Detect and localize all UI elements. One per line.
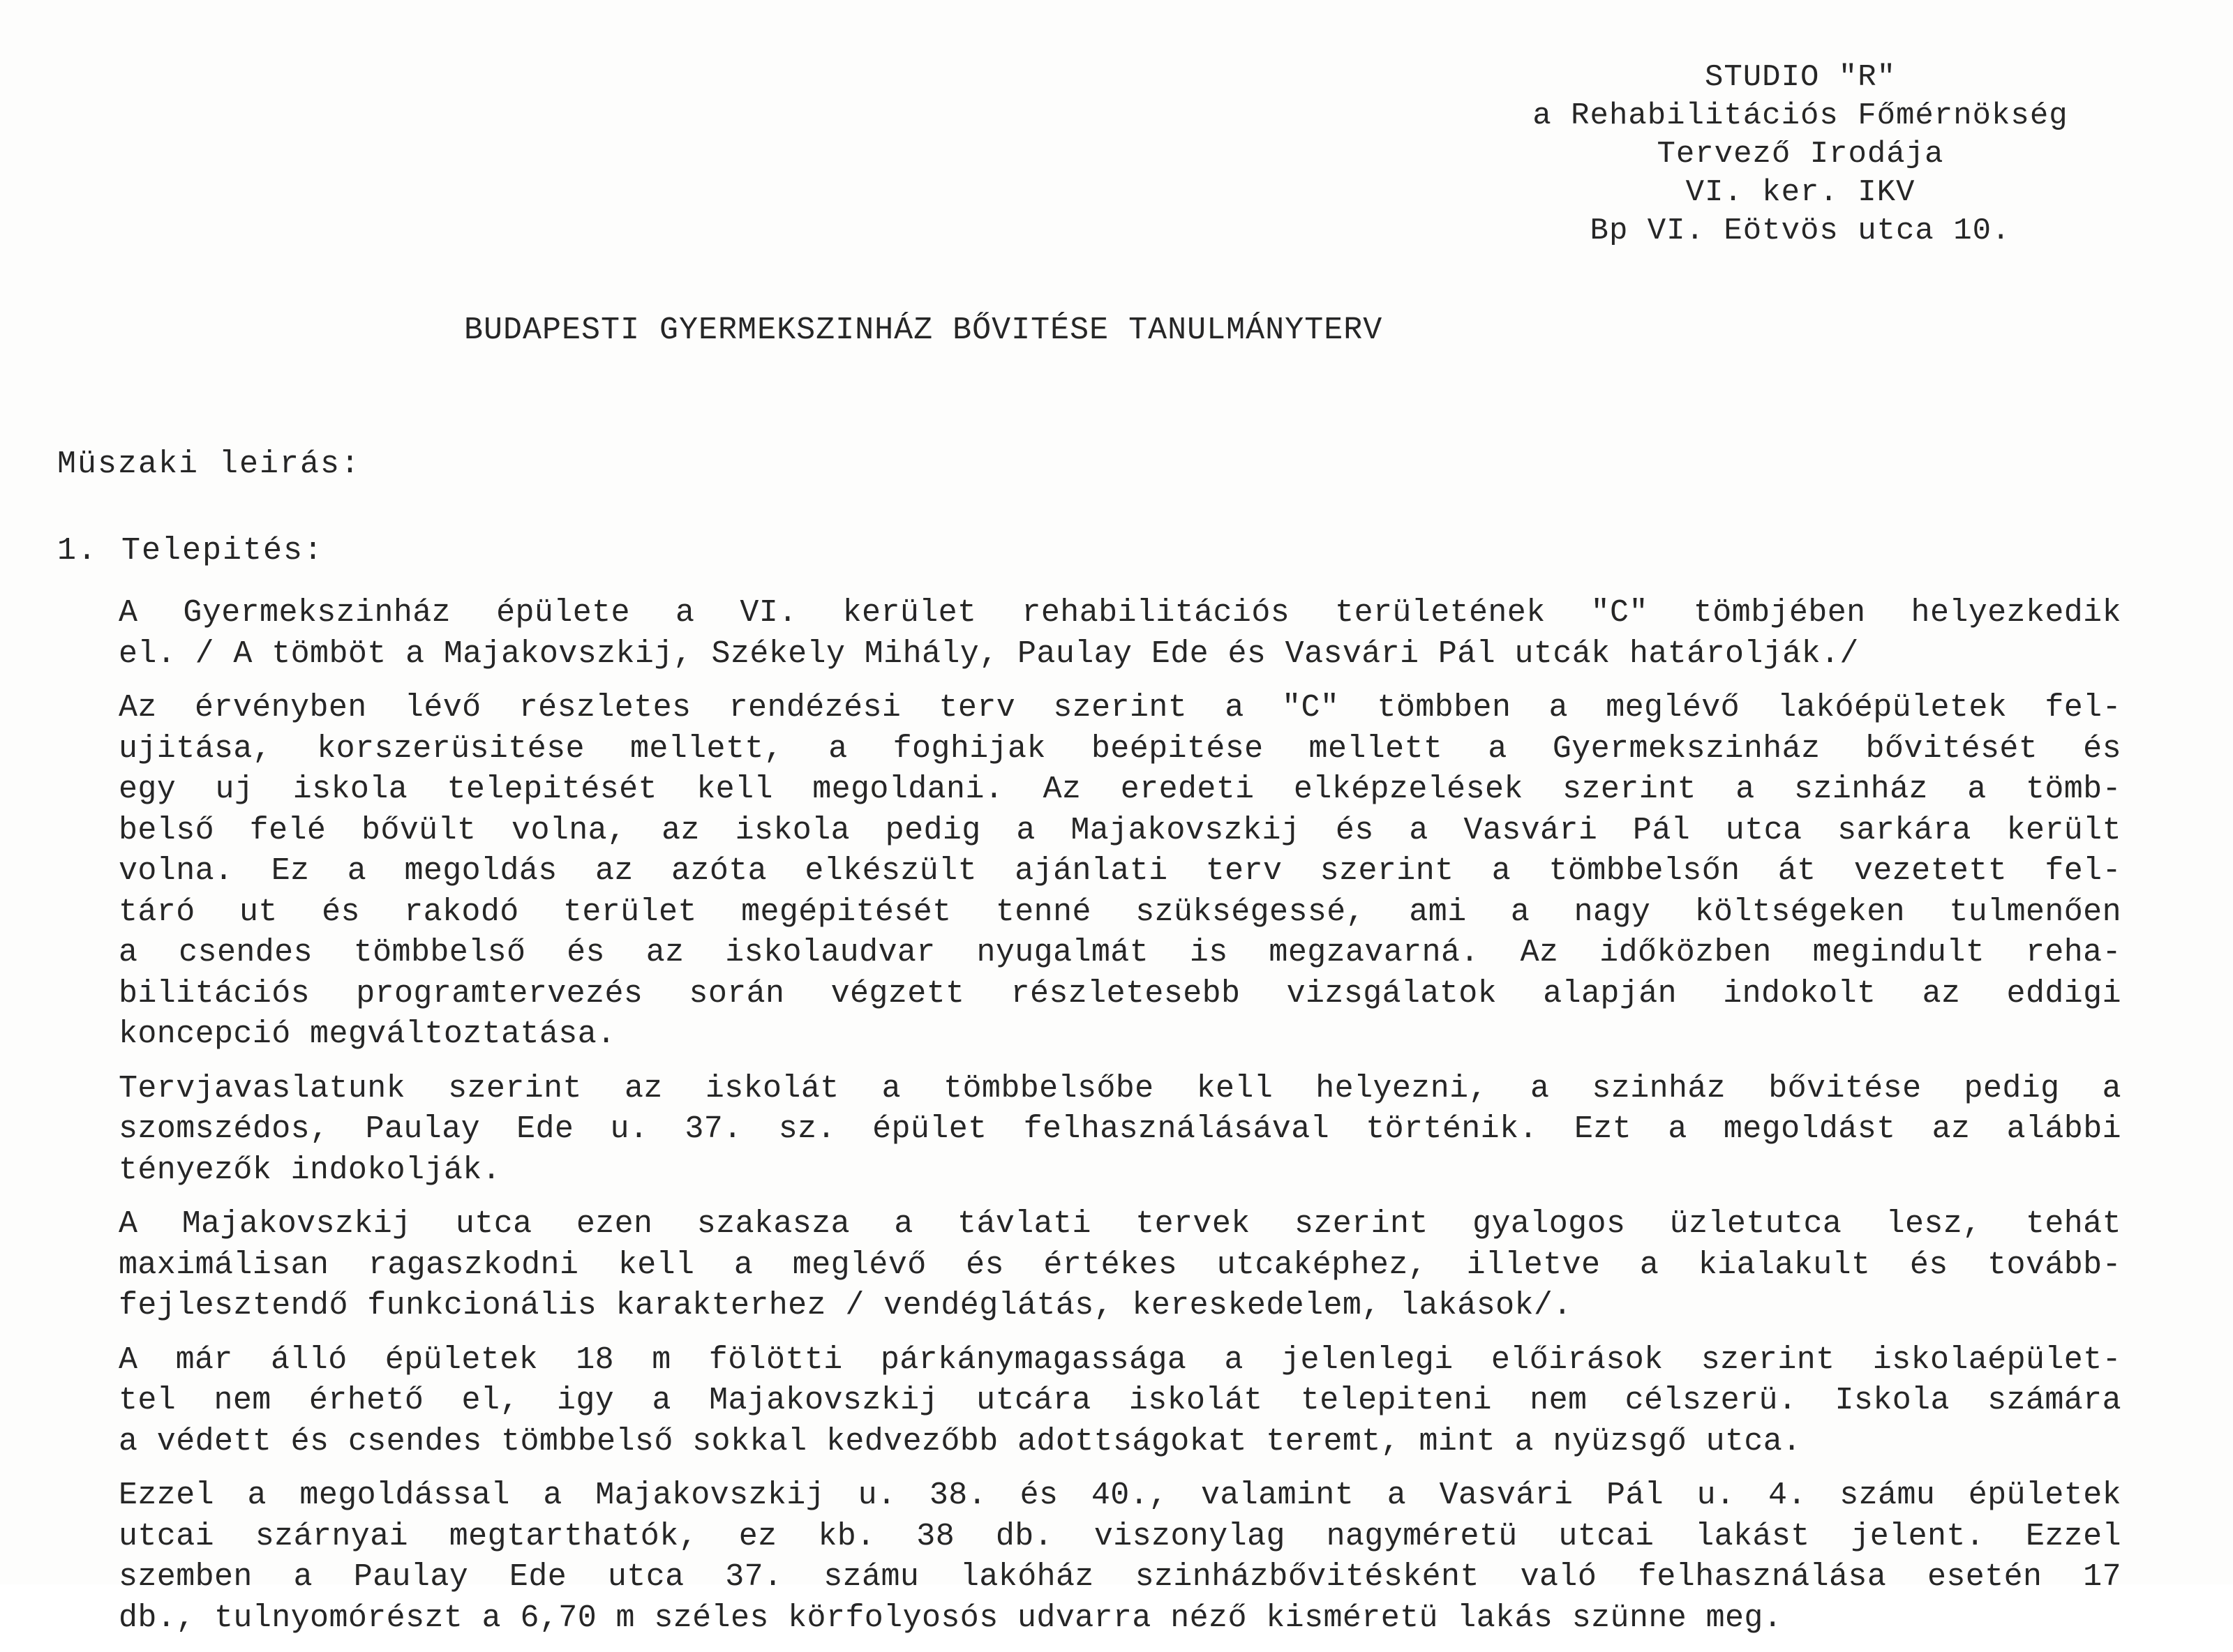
letterhead — [1451, 59, 2149, 250]
paragraph-line: bilitációs programtervezés során végzett részletesebb vizsgálatok alapján indokolt az eddigi — [119, 975, 2121, 1012]
paragraph — [119, 1069, 2121, 1192]
paragraph-line: Az érvényben lévő részletes rendézési terv szerint a "C" tömbben a meglévő lakóépületek fel- — [119, 690, 2121, 726]
paragraph-line: szemben a Paulay Ede utca 37. számu lakóház szinházbővitésként való felhasználása esetén 17 — [119, 1559, 2121, 1595]
paragraph-line: fejlesztendő funkcionális karakterhez / vendéglátás, kereskedelem, lakások/. — [119, 1288, 1572, 1323]
paragraph-line: koncepció megváltoztatása. — [119, 1016, 616, 1052]
paragraph-line: tel nem érhető el, igy a Majakovszkij utcára iskolát telepiteni nem célszerü. Iskola számára — [119, 1383, 2121, 1418]
document-title: BUDAPESTI GYERMEKSZINHÁZ BŐVITÉSE TANULMÁNYTERV — [464, 313, 1383, 348]
paragraph — [119, 1475, 2121, 1639]
section-title: Müszaki leirás: — [57, 446, 361, 482]
paragraph-line: szomszédos, Paulay Ede u. 37. sz. épület felhasználásával történik. Ezt a megoldást az alábbi — [119, 1111, 2121, 1147]
document-body — [119, 593, 2121, 1652]
paragraph-line: a csendes tömbbelső és az iskolaudvar nyugalmát is megzavarná. Az időközben megindult reha- — [119, 935, 2121, 970]
paragraph-line: A Majakovszkij utca ezen szakasza a távlati tervek szerint gyalogos üzletutca lesz, tehát — [119, 1206, 2121, 1242]
paragraph — [119, 688, 2121, 1056]
paragraph-line: db., tulnyomórészt a 6,70 m széles körfolyosós udvarra néző kisméretü lakás szünne meg. — [119, 1600, 1783, 1636]
paragraph-line: el. / A tömböt a Majakovszkij, Székely Mihály, Paulay Ede és Vasvári Pál utcák határolják./ — [119, 636, 1859, 672]
paragraph-line: A Gyermekszinház épülete a VI. kerület rehabilitációs területének "C" tömbjében helyezkedik — [119, 595, 2121, 631]
paragraph-line: táró ut és rakodó terület megépitését tenné szükségessé, ami a nagy költségeken tulmenően — [119, 894, 2121, 930]
paragraph-line: volna. Ez a megoldás az azóta elkészült ajánlati terv szerint a tömbbelsőn át vezetett fel- — [119, 853, 2121, 889]
paragraph — [119, 1340, 2121, 1463]
letterhead-line: a Rehabilitációs Főmérnökség — [1532, 98, 2068, 133]
subsection-heading — [57, 533, 324, 569]
paragraph-line: A már álló épületek 18 m fölötti párkánymagassága a jelenlegi előirások szerint iskolaépület- — [119, 1342, 2121, 1378]
paragraph — [119, 593, 2121, 675]
paragraph-line: belső felé bővült volna, az iskola pedig a Majakovszkij és a Vasvári Pál utca sarkára került — [119, 812, 2121, 848]
paragraph-line: tényezők indokolják. — [119, 1152, 502, 1188]
letterhead-line: STUDIO "R" — [1704, 60, 1897, 95]
paragraph-line: egy uj iskola telepitését kell megoldani. Az eredeti elképzelések szerint a szinház a tömb- — [119, 772, 2121, 807]
paragraph-line: Tervjavaslatunk szerint az iskolát a tömbbelsőbe kell helyezni, a szinház bővitése pedig a — [119, 1070, 2121, 1106]
subsection-label: Telepités: — [121, 533, 324, 569]
paragraph-line: utcai szárnyai megtarthatók, ez kb. 38 db. viszonylag nagyméretü utcai lakást jelent. Ezzel — [119, 1518, 2121, 1554]
subsection-number: 1. — [57, 533, 98, 569]
letterhead-line: VI. ker. IKV — [1685, 175, 1915, 210]
paragraph-line: maximálisan ragaszkodni kell a meglévő és értékes utcaképhez, illetve a kialakult és tovább- — [119, 1247, 2121, 1283]
letterhead-line: Bp VI. Eötvös utca 10. — [1590, 213, 2011, 248]
paragraph — [119, 1204, 2121, 1327]
paragraph-line: a védett és csendes tömbbelső sokkal kedvezőbb adottságokat teremt, mint a nyüzsgő utca. — [119, 1423, 1802, 1459]
paragraph-line: Ezzel a megoldással a Majakovszkij u. 38. és 40., valamint a Vasvári Pál u. 4. számu épületek — [119, 1478, 2121, 1513]
paragraph-line: ujitása, korszerüsitése mellett, a foghijak beépitése mellett a Gyermekszinház bővitését és — [119, 730, 2121, 767]
letterhead-line: Tervező Irodája — [1657, 137, 1944, 172]
